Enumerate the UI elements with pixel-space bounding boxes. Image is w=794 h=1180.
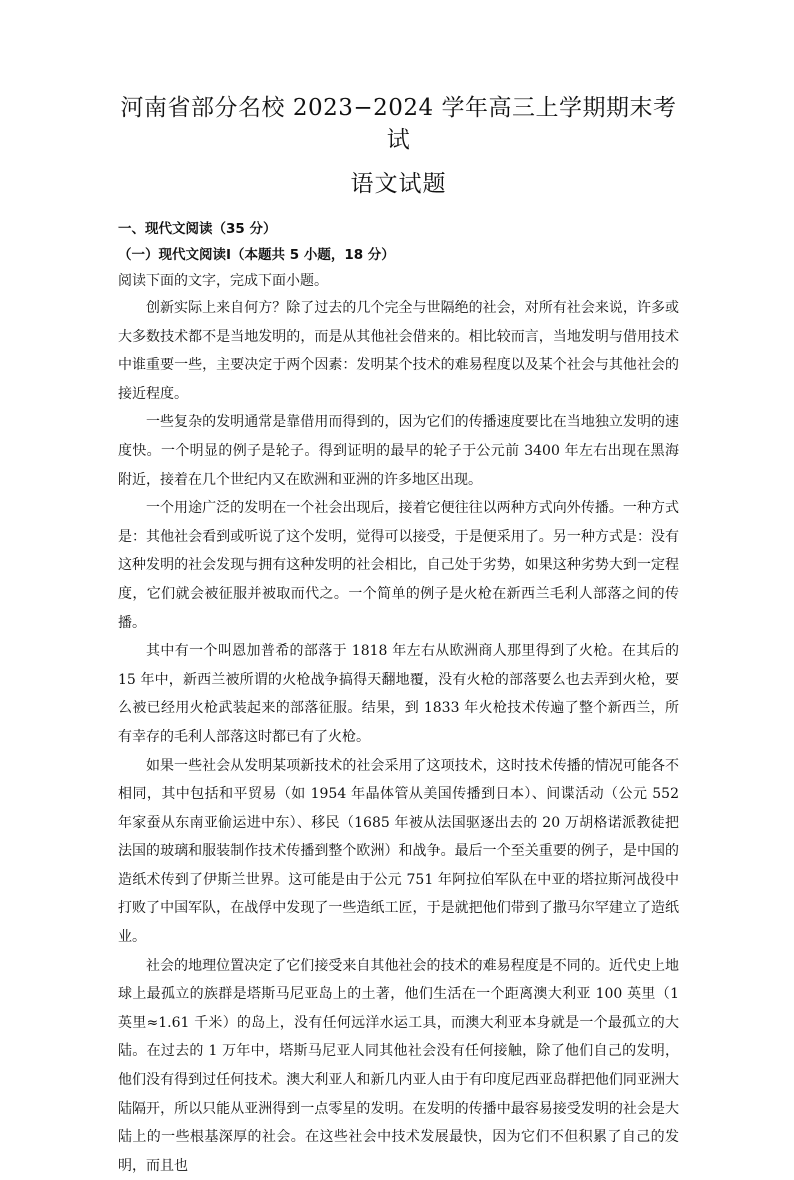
article-paragraph: 一个用途广泛的发明在一个社会出现后，接着它便往往以两种方式向外传播。一种方式是：其他社会看到或听说了这个发明，觉得可以接受，于是便采用了。另一种方式是：没有这种发明的社会发现与拥有这种发明的社会相比，自己处于劣势，如果这种劣势大到一定程度，它们就会被征服并被取而代之。一个简单的例子是火枪在新西兰毛利人部落之间的传播。 [118, 500, 679, 631]
exam-subtitle: 语文试题 [350, 171, 447, 197]
article-paragraph: 如果一些社会从发明某项新技术的社会采用了这项技术，这时技术传播的情况可能各不相同，其中包括和平贸易（如 1954 年晶体管从美国传播到日本）、间谍活动（公元 552 年家蚕从东南亚偷运进中东）、移民（1685 年被从法国驱逐出去的 20 万胡格诺派教徒把法国的玻璃和服装制作技术传播到整个欧洲）和战争。最后一个至关重要的例子，是中国的造纸术传到了伊斯兰世界。这可能是由于公元 751 年阿拉伯军队在中亚的塔拉斯河战役中打败了中国军队，在战俘中发现了一些造纸工匠，于是就把他们带到了撒马尔罕建立了造纸业。 [118, 757, 679, 946]
article-body [118, 294, 679, 1180]
article-paragraph: 其中有一个叫恩加普希的部落于 1818 年左右从欧洲商人那里得到了火枪。在其后的 15 年中，新西兰被所谓的火枪战争搞得天翻地覆，没有火枪的部落要么也去弄到火枪，要么被已经用火枪武装起来的部落征服。结果，到 1833 年火枪技术传遍了整个新西兰，所有幸存的毛利人部落这时都已有了火枪。 [118, 643, 679, 745]
article-paragraph: 一些复杂的发明通常是靠借用而得到的，因为它们的传播速度要比在当地独立发明的速度快。一个明显的例子是轮子。得到证明的最早的轮子于公元前 3400 年左右出现在黑海附近，接着在几个世纪内又在欧洲和亚洲的许多地区出现。 [118, 414, 679, 488]
exam-title: 河南省部分名校 2023−2024 学年高三上学期期末考试 [120, 95, 677, 153]
sub-section-heading: （一）现代文阅读Ⅰ（本题共 5 小题，18 分） [118, 247, 395, 263]
reading-instruction: 阅读下面的文字，完成下面小题。 [118, 273, 328, 289]
article-paragraph: 创新实际上来自何方？除了过去的几个完全与世隔绝的社会，对所有社会来说，许多或大多数技术都不是当地发明的，而是从其他社会借来的。相比较而言，当地发明与借用技术中谁重要一些，主要决定于两个因素：发明某个技术的难易程度以及某个社会与其他社会的接近程度。 [118, 300, 679, 402]
article-paragraph: 社会的地理位置决定了它们接受来自其他社会的技术的难易程度是不同的。近代史上地球上最孤立的族群是塔斯马尼亚岛上的土著，他们生活在一个距离澳大利亚 100 英里（1 英里≈1.61 千米）的岛上，没有任何远洋水运工具，而澳大利亚本身就是一个最孤立的大陆。在过去的 1 万年中，塔斯马尼亚人同其他社会没有任何接触，除了他们自己的发明，他们没有得到过任何技术。澳大利亚人和新几内亚人由于有印度尼西亚岛群把他们同亚洲大陆隔开，所以只能从亚洲得到一点零星的发明。在发明的传播中最容易接受发明的社会是大陆上的一些根基深厚的社会。在这些社会中技术发展最快，因为它们不但积累了自己的发明，而且也 [118, 957, 679, 1174]
section-heading: 一、现代文阅读（35 分） [118, 221, 277, 237]
